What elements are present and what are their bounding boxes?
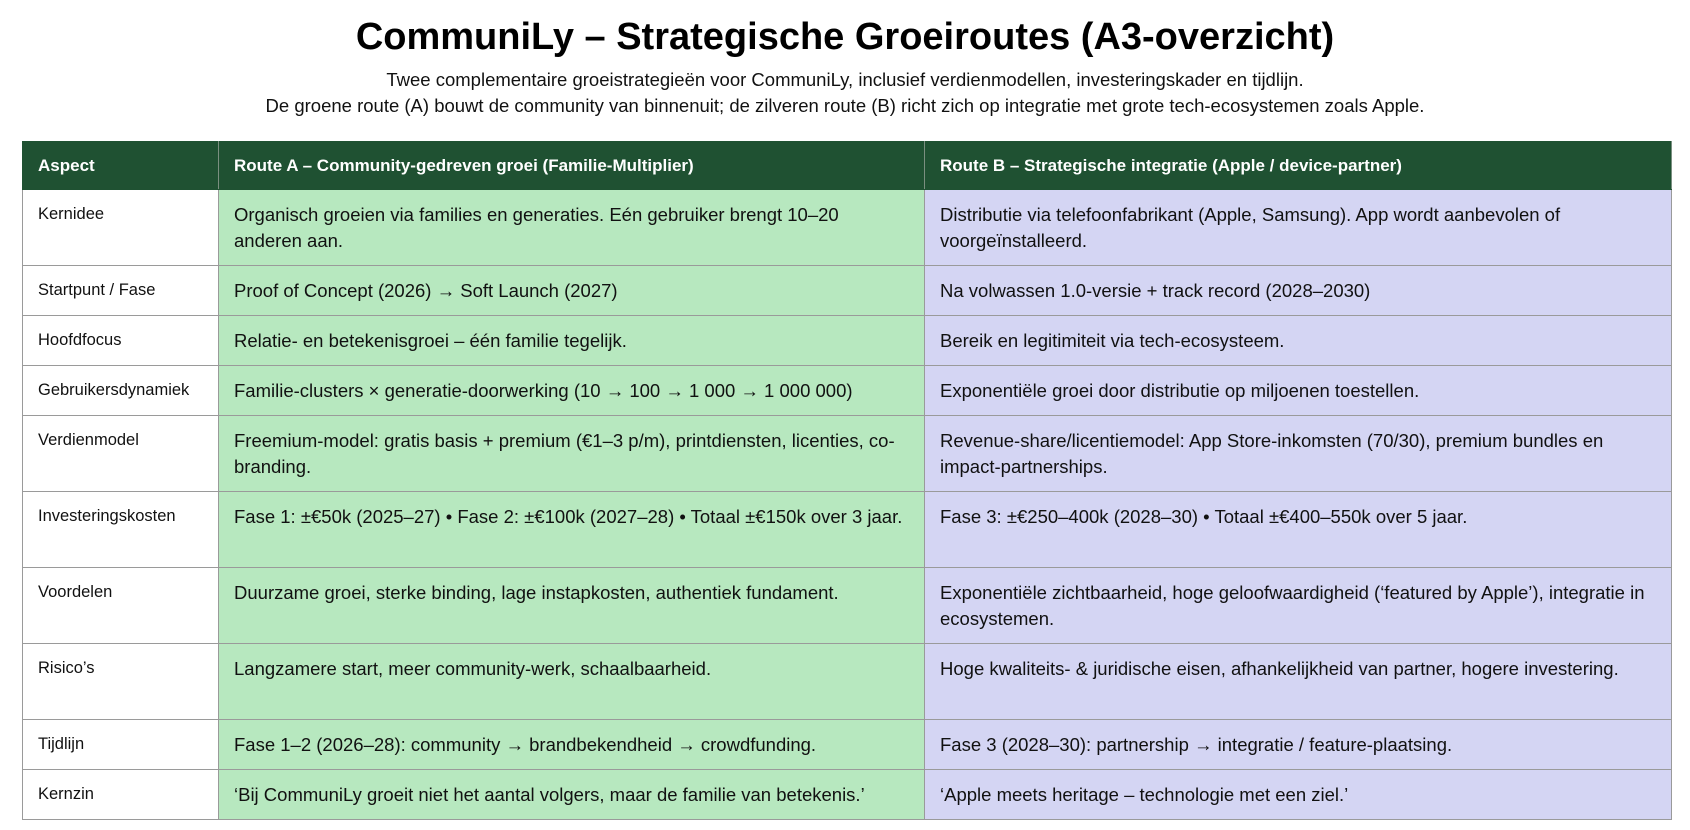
column-header-route-b: Route B – Strategische integratie (Apple / device-partner) [925,142,1672,190]
route-a-cell: Organisch groeien via families en generaties. Eén gebruiker brengt 10–20 anderen aan. [219,190,925,266]
table-row [23,366,1672,416]
route-a-cell: Familie-clusters × generatie-doorwerking (10 → 100 → 1 000 → 1 000 000) [219,366,925,416]
route-a-cell: Proof of Concept (2026) → Soft Launch (2027) [219,266,925,316]
row-aspect: Risico’s [23,644,219,720]
table-row [23,190,1672,266]
row-aspect: Verdienmodel [23,416,219,492]
row-aspect: Kernzin [23,770,219,820]
comparison-table [22,141,1672,820]
route-a-cell: Relatie- en betekenisgroei – één familie tegelijk. [219,316,925,366]
table-row [23,266,1672,316]
row-aspect: Voordelen [23,568,219,644]
route-b-cell: Fase 3: ±€250–400k (2028–30) • Totaal ±€400–550k over 5 jaar. [925,492,1672,568]
column-header-route-a: Route A – Community-gedreven groei (Familie-Multiplier) [219,142,925,190]
row-aspect: Tijdlijn [23,720,219,770]
route-b-cell: Revenue-share/licentiemodel: App Store-inkomsten (70/30), premium bundles en impact-partnerships. [925,416,1672,492]
route-b-cell: Exponentiële groei door distributie op miljoenen toestellen. [925,366,1672,416]
route-a-cell: Freemium-model: gratis basis + premium (€1–3 p/m), printdiensten, licenties, co-branding. [219,416,925,492]
route-b-cell: Hoge kwaliteits- & juridische eisen, afhankelijkheid van partner, hogere investering. [925,644,1672,720]
row-aspect: Hoofdfocus [23,316,219,366]
route-b-cell: Fase 3 (2028–30): partnership → integratie / feature-plaatsing. [925,720,1672,770]
table-row [23,770,1672,820]
table-row [23,644,1672,720]
route-b-cell: Exponentiële zichtbaarheid, hoge geloofwaardigheid (‘featured by Apple’), integratie in ecosystemen. [925,568,1672,644]
route-a-cell: Fase 1–2 (2026–28): community → brandbekendheid → crowdfunding. [219,720,925,770]
table-row [23,416,1672,492]
route-a-cell: Langzamere start, meer community-werk, schaalbaarheid. [219,644,925,720]
row-aspect: Gebruikersdynamiek [23,366,219,416]
page-title: CommuniLy – Strategische Groeiroutes (A3-overzicht) [355,16,1335,58]
page-subtitle-line-2: De groene route (A) bouwt de community van binnenuit; de zilveren route (B) richt zich op integratie met grote tech-ecosystemen zoals Apple. [265,95,1425,116]
route-a-cell: Fase 1: ±€50k (2025–27) • Fase 2: ±€100k (2027–28) • Totaal ±€150k over 3 jaar. [219,492,925,568]
table-row [23,492,1672,568]
table-row [23,316,1672,366]
table-row [23,568,1672,644]
route-b-cell: Distributie via telefoonfabrikant (Apple, Samsung). App wordt aanbevolen of voorgeïnstalleerd. [925,190,1672,266]
route-b-cell: Na volwassen 1.0-versie + track record (2028–2030) [925,266,1672,316]
row-aspect: Kernidee [23,190,219,266]
column-header-aspect: Aspect [23,142,219,190]
page-subtitle-line-1: Twee complementaire groeistrategieën voor CommuniLy, inclusief verdienmodellen, investeringskader en tijdlijn. [386,69,1304,90]
row-aspect: Startpunt / Fase [23,266,219,316]
row-aspect: Investeringskosten [23,492,219,568]
route-b-cell: Bereik en legitimiteit via tech-ecosysteem. [925,316,1672,366]
table-header-row [23,142,1672,190]
route-a-cell: Duurzame groei, sterke binding, lage instapkosten, authentiek fundament. [219,568,925,644]
route-b-cell: ‘Apple meets heritage – technologie met een ziel.’ [925,770,1672,820]
table-row [23,720,1672,770]
route-a-cell: ‘Bij CommuniLy groeit niet het aantal volgers, maar de familie van betekenis.’ [219,770,925,820]
